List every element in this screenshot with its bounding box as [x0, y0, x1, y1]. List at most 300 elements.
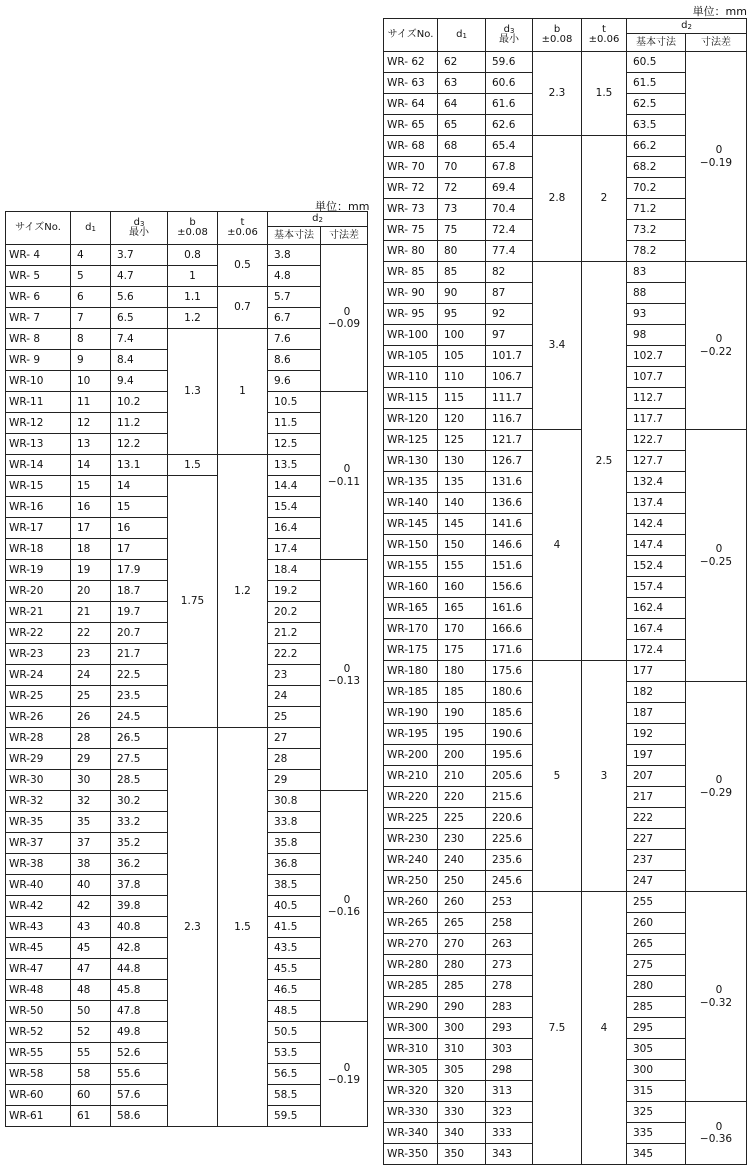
size-cell: WR-45 [6, 938, 71, 959]
tolerance-lower: −0.13 [327, 675, 361, 687]
d2-base-cell: 177 [627, 661, 686, 682]
d1-cell: 115 [438, 388, 486, 409]
header-d1-label: d [85, 222, 92, 233]
tolerance-stack [321, 894, 367, 918]
d1-cell: 4 [71, 245, 111, 266]
b-cell: 1.2 [168, 308, 218, 329]
d2-base-cell: 27 [268, 728, 321, 749]
size-cell: WR-20 [6, 581, 71, 602]
d2-base-cell: 21.2 [268, 623, 321, 644]
size-cell: WR-265 [384, 913, 438, 934]
d1-cell: 64 [438, 94, 486, 115]
d1-cell: 61 [71, 1106, 111, 1127]
d1-cell: 48 [71, 980, 111, 1001]
d2-base-cell: 61.5 [627, 73, 686, 94]
d3-cell: 19.7 [111, 602, 168, 623]
d1-cell: 18 [71, 539, 111, 560]
d2-base-cell: 16.4 [268, 518, 321, 539]
d2-base-cell: 23 [268, 665, 321, 686]
tolerance-lower: −0.19 [699, 156, 733, 169]
d3-cell: 278 [486, 976, 533, 997]
d3-cell: 35.2 [111, 833, 168, 854]
d1-cell: 195 [438, 724, 486, 745]
d2-base-cell: 19.2 [268, 581, 321, 602]
d3-cell: 333 [486, 1123, 533, 1144]
header-d3 [111, 212, 168, 245]
size-cell: WR-180 [384, 661, 438, 682]
size-cell: WR-55 [6, 1043, 71, 1064]
d3-cell: 151.6 [486, 556, 533, 577]
size-cell: WR-270 [384, 934, 438, 955]
d1-cell: 285 [438, 976, 486, 997]
d3-cell: 293 [486, 1018, 533, 1039]
d3-cell: 175.6 [486, 661, 533, 682]
size-cell: WR-310 [384, 1039, 438, 1060]
size-cell: WR-260 [384, 892, 438, 913]
size-cell: WR- 62 [384, 52, 438, 73]
d2-base-cell: 93 [627, 304, 686, 325]
d2-tolerance-cell [686, 52, 747, 262]
d2-base-cell: 187 [627, 703, 686, 724]
size-cell: WR-32 [6, 791, 71, 812]
d3-cell: 273 [486, 955, 533, 976]
t-cell: 2.5 [582, 262, 627, 661]
table-body [6, 245, 368, 1127]
size-cell: WR-195 [384, 724, 438, 745]
tolerance-stack [321, 663, 367, 687]
d3-cell: 323 [486, 1102, 533, 1123]
size-cell: WR-17 [6, 518, 71, 539]
header-t-label: t [240, 217, 245, 228]
d2-base-cell: 127.7 [627, 451, 686, 472]
d1-cell: 70 [438, 157, 486, 178]
d1-cell: 29 [71, 749, 111, 770]
b-cell: 0.8 [168, 245, 218, 266]
d3-cell: 61.6 [486, 94, 533, 115]
tolerance-stack [686, 984, 746, 1008]
b-cell: 1.5 [168, 455, 218, 476]
d3-cell: 141.6 [486, 514, 533, 535]
d1-cell: 65 [438, 115, 486, 136]
d3-cell: 55.6 [111, 1064, 168, 1085]
d1-cell: 25 [71, 686, 111, 707]
d2-base-cell: 43.5 [268, 938, 321, 959]
d2-base-cell: 98 [627, 325, 686, 346]
d2-base-cell: 40.5 [268, 896, 321, 917]
d3-cell: 21.7 [111, 644, 168, 665]
d2-base-cell: 142.4 [627, 514, 686, 535]
d2-base-cell: 5.7 [268, 287, 321, 308]
d3-cell: 20.7 [111, 623, 168, 644]
d3-cell: 97 [486, 325, 533, 346]
size-cell: WR-26 [6, 707, 71, 728]
d1-cell: 5 [71, 266, 111, 287]
d3-cell: 8.4 [111, 350, 168, 371]
d2-base-cell: 102.7 [627, 346, 686, 367]
tolerance-lower: −0.19 [327, 1074, 361, 1086]
d3-cell: 136.6 [486, 493, 533, 514]
b-cell: 2.8 [533, 136, 582, 262]
size-cell: WR-155 [384, 556, 438, 577]
header-d2-label: d [312, 213, 319, 224]
table-row [384, 892, 747, 913]
d1-cell: 80 [438, 241, 486, 262]
d3-cell: 16 [111, 518, 168, 539]
size-cell: WR-23 [6, 644, 71, 665]
header-d3-subscript: 3 [509, 27, 515, 35]
size-cell: WR-290 [384, 997, 438, 1018]
size-cell: WR-29 [6, 749, 71, 770]
size-cell: WR-43 [6, 917, 71, 938]
b-cell: 2.3 [533, 52, 582, 136]
d3-cell: 121.7 [486, 430, 533, 451]
d1-cell: 105 [438, 346, 486, 367]
size-cell: WR- 95 [384, 304, 438, 325]
d1-cell: 190 [438, 703, 486, 724]
d3-cell: 17.9 [111, 560, 168, 581]
tolerance-upper: 0 [343, 1061, 351, 1074]
d1-cell: 75 [438, 220, 486, 241]
d1-cell: 280 [438, 955, 486, 976]
d1-cell: 40 [71, 875, 111, 896]
header-d1-label: d [456, 29, 463, 40]
d2-base-cell: 68.2 [627, 157, 686, 178]
tolerance-stack [686, 774, 746, 798]
d2-base-cell: 63.5 [627, 115, 686, 136]
d3-cell: 67.8 [486, 157, 533, 178]
d1-cell: 125 [438, 430, 486, 451]
d3-cell: 225.6 [486, 829, 533, 850]
b-cell: 5 [533, 661, 582, 892]
header-d2-tolerance: 寸法差 [686, 34, 747, 52]
tolerance-lower: −0.22 [699, 345, 733, 358]
d1-cell: 320 [438, 1081, 486, 1102]
size-cell: WR- 75 [384, 220, 438, 241]
size-cell: WR-320 [384, 1081, 438, 1102]
size-cell: WR-340 [384, 1123, 438, 1144]
table-row [384, 430, 747, 451]
tolerance-lower: −0.09 [327, 318, 361, 330]
d3-cell: 10.2 [111, 392, 168, 413]
tolerance-stack [321, 306, 367, 330]
header-d3-label: d [503, 24, 510, 35]
d1-cell: 22 [71, 623, 111, 644]
d3-cell: 235.6 [486, 850, 533, 871]
b-cell: 1.3 [168, 329, 218, 455]
d1-cell: 43 [71, 917, 111, 938]
d3-cell: 82 [486, 262, 533, 283]
d1-cell: 62 [438, 52, 486, 73]
d2-base-cell: 172.4 [627, 640, 686, 661]
d1-cell: 9 [71, 350, 111, 371]
size-cell: WR-100 [384, 325, 438, 346]
d3-cell: 58.6 [111, 1106, 168, 1127]
header-b-tolerance: ±0.08 [177, 227, 208, 238]
d3-cell: 298 [486, 1060, 533, 1081]
d1-cell: 145 [438, 514, 486, 535]
header-t-label: t [602, 24, 606, 35]
t-cell: 0.7 [218, 287, 268, 329]
size-cell: WR- 9 [6, 350, 71, 371]
d1-cell: 17 [71, 518, 111, 539]
size-cell: WR- 6 [6, 287, 71, 308]
d3-cell: 205.6 [486, 766, 533, 787]
header-t [218, 212, 268, 245]
d2-base-cell: 88 [627, 283, 686, 304]
size-cell: WR-37 [6, 833, 71, 854]
d3-cell: 15 [111, 497, 168, 518]
table-row [6, 245, 368, 266]
header-d2-subscript: 2 [687, 23, 692, 31]
d2-tolerance-cell [686, 892, 747, 1102]
d1-cell: 175 [438, 640, 486, 661]
tolerance-lower: −0.16 [327, 906, 361, 918]
size-cell: WR-25 [6, 686, 71, 707]
tolerance-upper: 0 [715, 984, 723, 997]
header-d3-min: 最小 [129, 227, 149, 238]
table-row [6, 455, 368, 476]
d2-base-cell: 260 [627, 913, 686, 934]
size-cell: WR-175 [384, 640, 438, 661]
d2-base-cell: 167.4 [627, 619, 686, 640]
d2-base-cell: 13.5 [268, 455, 321, 476]
d3-cell: 220.6 [486, 808, 533, 829]
tolerance-upper: 0 [715, 543, 723, 556]
d2-base-cell: 8.6 [268, 350, 321, 371]
size-cell: WR- 90 [384, 283, 438, 304]
d1-cell: 150 [438, 535, 486, 556]
size-cell: WR-38 [6, 854, 71, 875]
table-row [6, 266, 368, 287]
size-cell: WR-200 [384, 745, 438, 766]
d2-base-cell: 53.5 [268, 1043, 321, 1064]
d1-cell: 63 [438, 73, 486, 94]
header-d3-subscript: 3 [139, 220, 145, 228]
header-d3-min: 最小 [499, 34, 519, 45]
d3-cell: 101.7 [486, 346, 533, 367]
d2-base-cell: 197 [627, 745, 686, 766]
table-row [6, 329, 368, 350]
d2-tolerance-cell [321, 245, 368, 392]
size-cell: WR-135 [384, 472, 438, 493]
size-cell: WR-10 [6, 371, 71, 392]
d3-cell: 49.8 [111, 1022, 168, 1043]
d3-cell: 30.2 [111, 791, 168, 812]
d1-cell: 72 [438, 178, 486, 199]
d3-cell: 13.1 [111, 455, 168, 476]
d2-base-cell: 10.5 [268, 392, 321, 413]
d2-base-cell: 60.5 [627, 52, 686, 73]
d2-base-cell: 157.4 [627, 577, 686, 598]
d3-cell: 166.6 [486, 619, 533, 640]
d1-cell: 13 [71, 434, 111, 455]
d2-base-cell: 315 [627, 1081, 686, 1102]
d2-base-cell: 122.7 [627, 430, 686, 451]
d3-cell: 62.6 [486, 115, 533, 136]
d3-cell: 195.6 [486, 745, 533, 766]
d3-cell: 116.7 [486, 409, 533, 430]
header-size-label: サイズNo. [387, 29, 434, 40]
size-cell: WR-19 [6, 560, 71, 581]
d2-base-cell: 22.2 [268, 644, 321, 665]
d1-cell: 68 [438, 136, 486, 157]
d1-cell: 24 [71, 665, 111, 686]
d1-cell: 12 [71, 413, 111, 434]
size-cell: WR-160 [384, 577, 438, 598]
d1-cell: 220 [438, 787, 486, 808]
d2-base-cell: 147.4 [627, 535, 686, 556]
header-t-tolerance: ±0.06 [227, 227, 258, 238]
d2-base-cell: 29 [268, 770, 321, 791]
d3-cell: 106.7 [486, 367, 533, 388]
size-cell: WR-14 [6, 455, 71, 476]
d1-cell: 100 [438, 325, 486, 346]
d2-base-cell: 255 [627, 892, 686, 913]
size-cell: WR-210 [384, 766, 438, 787]
tolerance-stack [686, 543, 746, 567]
header-t-tolerance: ±0.06 [588, 34, 620, 45]
d2-base-cell: 30.8 [268, 791, 321, 812]
d3-cell: 52.6 [111, 1043, 168, 1064]
d1-cell: 305 [438, 1060, 486, 1081]
d2-tolerance-cell [321, 1022, 368, 1127]
size-cell: WR-21 [6, 602, 71, 623]
table-row [6, 287, 368, 308]
d1-cell: 20 [71, 581, 111, 602]
d1-cell: 160 [438, 577, 486, 598]
d2-base-cell: 217 [627, 787, 686, 808]
size-cell: WR- 70 [384, 157, 438, 178]
size-cell: WR-16 [6, 497, 71, 518]
d2-base-cell: 50.5 [268, 1022, 321, 1043]
tolerance-upper: 0 [343, 463, 351, 476]
d2-base-cell: 117.7 [627, 409, 686, 430]
d1-cell: 165 [438, 598, 486, 619]
table-header [384, 19, 747, 52]
d2-base-cell: 24 [268, 686, 321, 707]
d2-base-cell: 227 [627, 829, 686, 850]
size-cell: WR-42 [6, 896, 71, 917]
header-size [6, 212, 71, 245]
size-cell: WR-285 [384, 976, 438, 997]
d2-base-cell: 207 [627, 766, 686, 787]
d1-cell: 15 [71, 476, 111, 497]
d3-cell: 33.2 [111, 812, 168, 833]
d2-base-cell: 300 [627, 1060, 686, 1081]
size-cell: WR-300 [384, 1018, 438, 1039]
tolerance-lower: −0.25 [699, 555, 733, 568]
tolerance-lower: −0.11 [327, 475, 361, 488]
d3-cell: 161.6 [486, 598, 533, 619]
table-row [6, 308, 368, 329]
d3-cell: 111.7 [486, 388, 533, 409]
d3-cell: 4.7 [111, 266, 168, 287]
d3-cell: 146.6 [486, 535, 533, 556]
d2-base-cell: 73.2 [627, 220, 686, 241]
table-row [6, 476, 368, 497]
header-d2 [627, 19, 747, 34]
size-cell: WR-12 [6, 413, 71, 434]
size-cell: WR-15 [6, 476, 71, 497]
tolerance-stack [686, 333, 746, 357]
size-cell: WR- 73 [384, 199, 438, 220]
d2-base-cell: 7.6 [268, 329, 321, 350]
spec-table-left [5, 211, 368, 1127]
size-cell: WR- 8 [6, 329, 71, 350]
size-cell: WR-125 [384, 430, 438, 451]
header-d2-label: d [681, 20, 688, 31]
table-row [384, 52, 747, 73]
d2-base-cell: 132.4 [627, 472, 686, 493]
d2-tolerance-cell [686, 682, 747, 892]
d2-base-cell: 9.6 [268, 371, 321, 392]
d3-cell: 263 [486, 934, 533, 955]
d3-cell: 171.6 [486, 640, 533, 661]
d2-base-cell: 275 [627, 955, 686, 976]
d3-cell: 303 [486, 1039, 533, 1060]
d3-cell: 185.6 [486, 703, 533, 724]
size-cell: WR-190 [384, 703, 438, 724]
d3-cell: 57.6 [111, 1085, 168, 1106]
size-cell: WR-52 [6, 1022, 71, 1043]
size-cell: WR-305 [384, 1060, 438, 1081]
d2-base-cell: 265 [627, 934, 686, 955]
header-row [6, 212, 368, 227]
d2-base-cell: 46.5 [268, 980, 321, 1001]
table-row [6, 728, 368, 749]
b-cell: 4 [533, 430, 582, 661]
d2-base-cell: 62.5 [627, 94, 686, 115]
size-cell: WR-60 [6, 1085, 71, 1106]
d3-cell: 190.6 [486, 724, 533, 745]
d1-cell: 350 [438, 1144, 486, 1165]
size-cell: WR-48 [6, 980, 71, 1001]
d1-cell: 8 [71, 329, 111, 350]
d2-tolerance-cell [686, 262, 747, 430]
d2-base-cell: 18.4 [268, 560, 321, 581]
d3-cell: 37.8 [111, 875, 168, 896]
d1-cell: 19 [71, 560, 111, 581]
header-b [533, 19, 582, 52]
size-cell: WR- 4 [6, 245, 71, 266]
d1-cell: 50 [71, 1001, 111, 1022]
d3-cell: 9.4 [111, 371, 168, 392]
size-cell: WR- 85 [384, 262, 438, 283]
d2-base-cell: 15.4 [268, 497, 321, 518]
size-cell: WR-140 [384, 493, 438, 514]
d3-cell: 156.6 [486, 577, 533, 598]
d2-tolerance-cell [321, 791, 368, 1022]
tolerance-upper: 0 [343, 662, 351, 675]
d3-cell: 77.4 [486, 241, 533, 262]
header-b-label: b [553, 24, 561, 35]
d3-cell: 65.4 [486, 136, 533, 157]
d3-cell: 47.8 [111, 1001, 168, 1022]
d1-cell: 32 [71, 791, 111, 812]
d2-base-cell: 33.8 [268, 812, 321, 833]
d3-cell: 45.8 [111, 980, 168, 1001]
d1-cell: 290 [438, 997, 486, 1018]
d1-cell: 155 [438, 556, 486, 577]
size-cell: WR-22 [6, 623, 71, 644]
size-cell: WR-105 [384, 346, 438, 367]
size-cell: WR-120 [384, 409, 438, 430]
d1-cell: 250 [438, 871, 486, 892]
d1-cell: 120 [438, 409, 486, 430]
d2-base-cell: 45.5 [268, 959, 321, 980]
header-size [384, 19, 438, 52]
d2-base-cell: 182 [627, 682, 686, 703]
